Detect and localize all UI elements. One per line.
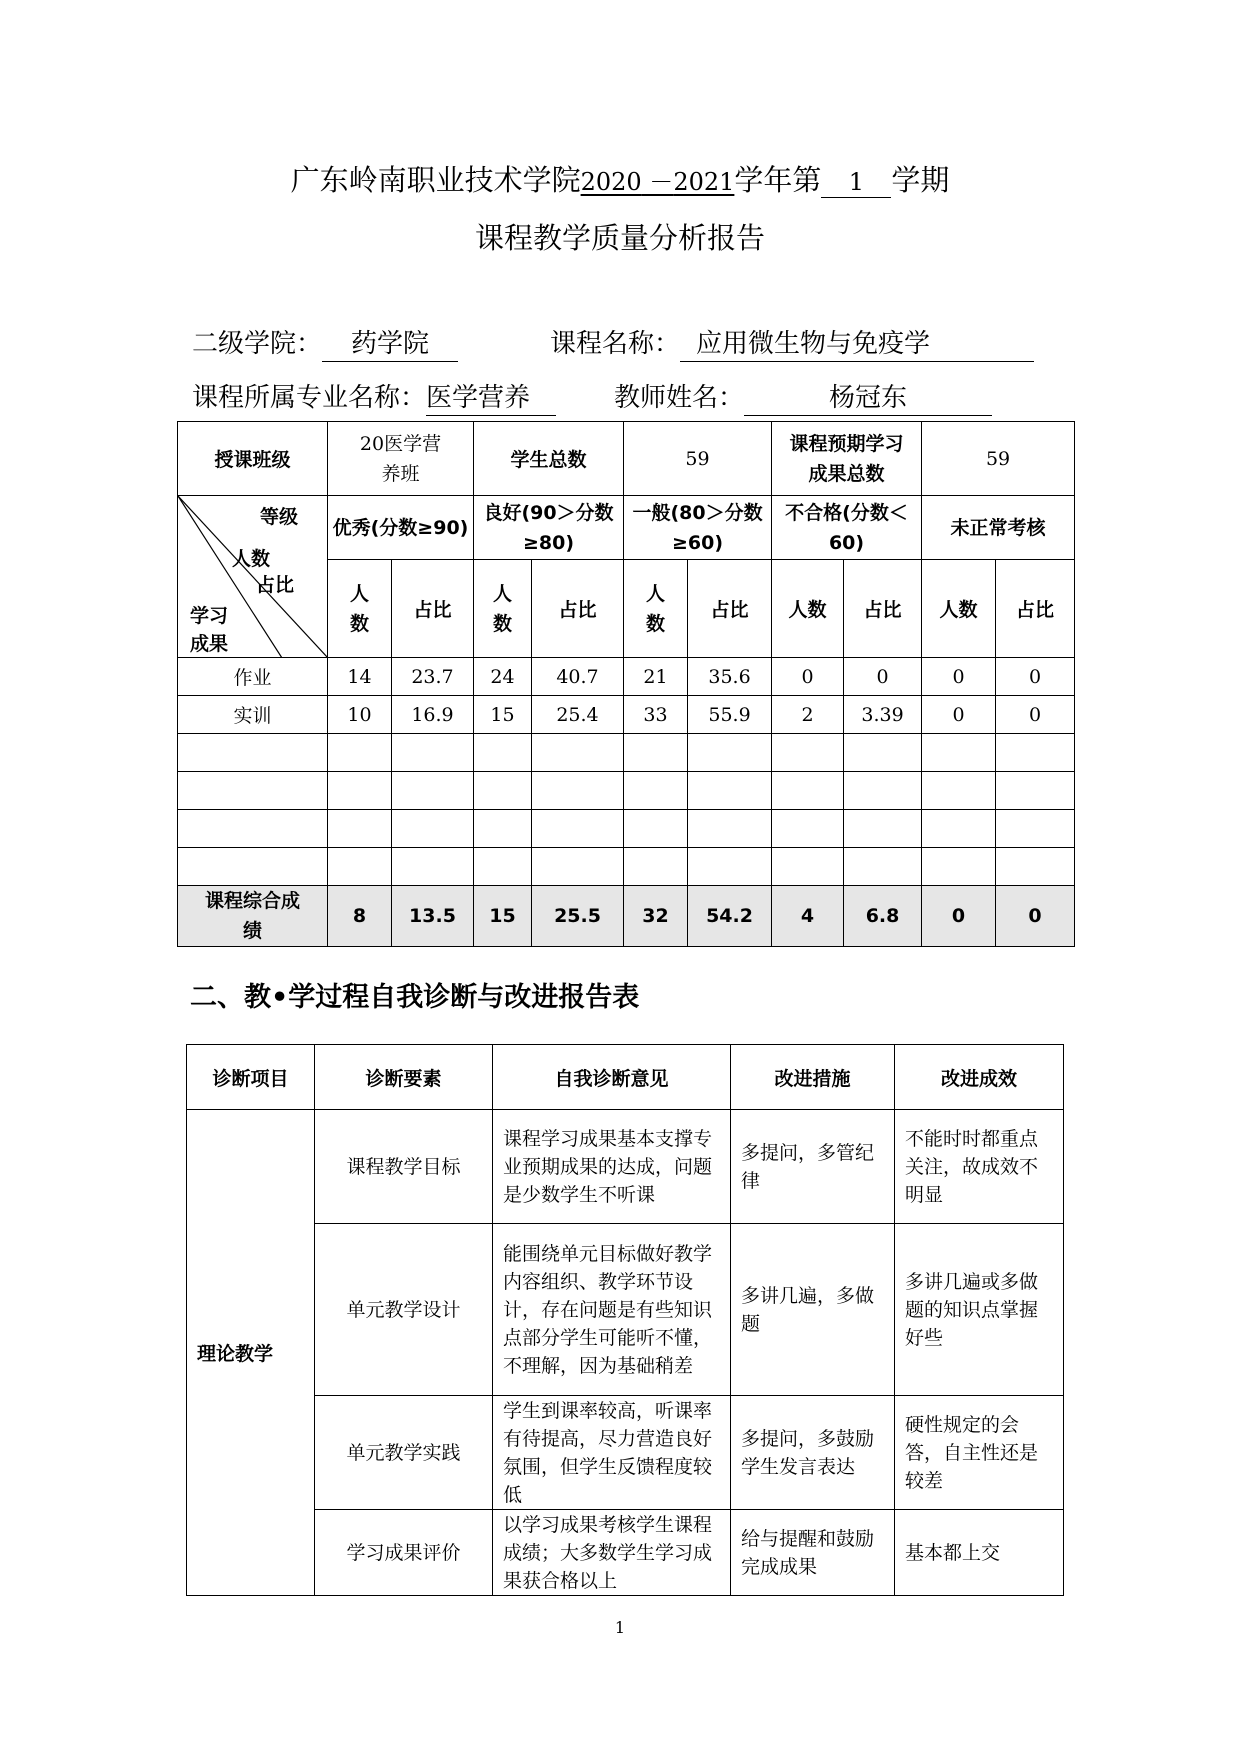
outcomes-label: 课程预期学习成果总数: [772, 422, 922, 496]
teacher-value: 杨冠东: [744, 381, 992, 416]
page-number: 1: [614, 1618, 626, 1637]
ratio-header: 占比: [392, 560, 474, 658]
effect-cell: 硬性规定的会答，自主性还是较差: [895, 1396, 1064, 1510]
table-cell: 35.6: [688, 658, 772, 696]
table-row: [187, 1396, 1064, 1510]
diagnosis-header-row: [187, 1045, 1064, 1110]
diag-count-label: 人数: [232, 548, 271, 570]
table-cell: 0: [922, 658, 996, 696]
major-label: 课程所属专业名称：: [192, 383, 427, 413]
total-label: 课程综合成绩: [178, 886, 328, 947]
students-label: 学生总数: [474, 422, 624, 496]
college-label: 二级学院：: [192, 329, 323, 359]
table-row: [187, 1510, 1064, 1596]
ratio-header: 占比: [532, 560, 624, 658]
year-label: 学年第: [734, 163, 822, 197]
table-cell: 24: [474, 658, 532, 696]
empty-row: [178, 848, 1075, 886]
table-cell: 0: [996, 696, 1075, 734]
effect-cell: 多讲几遍或多做题的知识点掌握好些: [895, 1224, 1064, 1396]
diagonal-header-cell: [178, 496, 328, 658]
course-value: 应用微生物与免疫学: [680, 327, 1034, 362]
year-end: 2021: [673, 168, 735, 196]
effect-cell: 不能时时都重点关注，故成效不明显: [895, 1110, 1064, 1224]
table-cell: 33: [624, 696, 688, 734]
level-excellent: 优秀(分数≥90): [328, 496, 474, 560]
count-header: 人数: [922, 560, 996, 658]
table-cell: 14: [328, 658, 392, 696]
table-cell: 2: [772, 696, 844, 734]
class-info-row: [178, 422, 1075, 496]
count-header: 人数: [772, 560, 844, 658]
empty-row: [178, 810, 1075, 848]
total-cell: 15: [474, 886, 532, 947]
grade-distribution-table: [177, 421, 1075, 947]
level-good: 良好(90＞分数≥80): [474, 496, 624, 560]
header-measure: 改进措施: [731, 1045, 895, 1110]
year-start: 2020: [580, 168, 642, 196]
total-cell: 32: [624, 886, 688, 947]
report-subtitle: 课程教学质量分析报告: [474, 221, 765, 255]
outcomes-value: 59: [922, 422, 1075, 496]
table-row: [178, 658, 1075, 696]
major-value: 医学营养: [426, 381, 556, 416]
table-cell: 25.4: [532, 696, 624, 734]
table-cell: 0: [772, 658, 844, 696]
opinion-cell: 课程学习成果基本支撑专业预期成果的达成，问题是少数学生不听课: [493, 1110, 731, 1224]
diag-level-label: 等级: [260, 506, 299, 528]
header-item: 诊断项目: [187, 1045, 315, 1110]
total-cell: 0: [922, 886, 996, 947]
element-cell: 课程教学目标: [315, 1110, 493, 1224]
total-cell: 8: [328, 886, 392, 947]
table-row: [178, 696, 1075, 734]
total-row: [178, 886, 1075, 947]
opinion-cell: 以学习成果考核学生课程成绩；大多数学生学习成果获合格以上: [493, 1510, 731, 1596]
table-cell: 21: [624, 658, 688, 696]
term-label: 学期: [891, 163, 950, 197]
year-separator: －: [641, 168, 674, 196]
total-cell: 54.2: [688, 886, 772, 947]
effect-cell: 基本都上交: [895, 1510, 1064, 1596]
diagnosis-table: [186, 1044, 1064, 1596]
diag-ratio-label: 占比: [256, 574, 295, 596]
total-cell: 13.5: [392, 886, 474, 947]
total-cell: 6.8: [844, 886, 922, 947]
table-cell: 10: [328, 696, 392, 734]
empty-row: [178, 734, 1075, 772]
level-fair: 一般(80＞分数≥60): [624, 496, 772, 560]
teacher-label: 教师姓名：: [614, 383, 745, 413]
measure-cell: 多提问，多鼓励学生发言表达: [731, 1396, 895, 1510]
opinion-cell: 学生到课率较高，听课率有待提高，尽力营造良好氛围，但学生反馈程度较低: [493, 1396, 731, 1510]
measure-cell: 给与提醒和鼓励完成成果: [731, 1510, 895, 1596]
report-title-line1: [0, 160, 1240, 202]
table-cell: 0: [922, 696, 996, 734]
section-2-title: 二、教•学过程自我诊断与改进报告表: [190, 982, 640, 1013]
info-line-2: [192, 380, 992, 416]
measure-cell: 多提问，多管纪律: [731, 1110, 895, 1224]
students-value: 59: [624, 422, 772, 496]
table-cell: 0: [996, 658, 1075, 696]
header-effect: 改进成效: [895, 1045, 1064, 1110]
diag-outcome-label: 学习成果: [190, 605, 229, 655]
table-cell: 55.9: [688, 696, 772, 734]
level-absent: 未正常考核: [922, 496, 1075, 560]
outcome-name: 作业: [178, 658, 328, 696]
table-cell: 15: [474, 696, 532, 734]
info-line-1: [192, 326, 1034, 362]
count-header: 人数: [474, 560, 532, 658]
table-cell: 3.39: [844, 696, 922, 734]
element-cell: 单元教学实践: [315, 1396, 493, 1510]
count-header: 人数: [328, 560, 392, 658]
total-cell: 0: [996, 886, 1075, 947]
table-row: [187, 1110, 1064, 1224]
class-label: 授课班级: [178, 422, 328, 496]
table-cell: 0: [844, 658, 922, 696]
count-header: 人数: [624, 560, 688, 658]
class-value: 20医学营养班: [328, 422, 474, 496]
course-label: 课程名称：: [550, 329, 681, 359]
element-cell: 单元教学设计: [315, 1224, 493, 1396]
level-fail: 不合格(分数＜60): [772, 496, 922, 560]
school-name: 广东岭南职业技术学院: [290, 163, 581, 197]
college-value: 药学院: [322, 327, 458, 362]
table-cell: 23.7: [392, 658, 474, 696]
measure-cell: 多讲几遍，多做题: [731, 1224, 895, 1396]
outcome-name: 实训: [178, 696, 328, 734]
table-cell: 40.7: [532, 658, 624, 696]
total-cell: 25.5: [532, 886, 624, 947]
category-cell: 理论教学: [187, 1110, 315, 1596]
table-cell: 16.9: [392, 696, 474, 734]
table-row: [187, 1224, 1064, 1396]
header-element: 诊断要素: [315, 1045, 493, 1110]
total-cell: 4: [772, 886, 844, 947]
level-header-row: [178, 496, 1075, 560]
ratio-header: 占比: [688, 560, 772, 658]
header-opinion: 自我诊断意见: [493, 1045, 731, 1110]
element-cell: 学习成果评价: [315, 1510, 493, 1596]
opinion-cell: 能围绕单元目标做好教学内容组织、教学环节设计，存在问题是有些知识点部分学生可能听不懂，不理解，因为基础稍差: [493, 1224, 731, 1396]
ratio-header: 占比: [996, 560, 1075, 658]
ratio-header: 占比: [844, 560, 922, 658]
term-number: 1: [821, 167, 891, 198]
empty-row: [178, 772, 1075, 810]
